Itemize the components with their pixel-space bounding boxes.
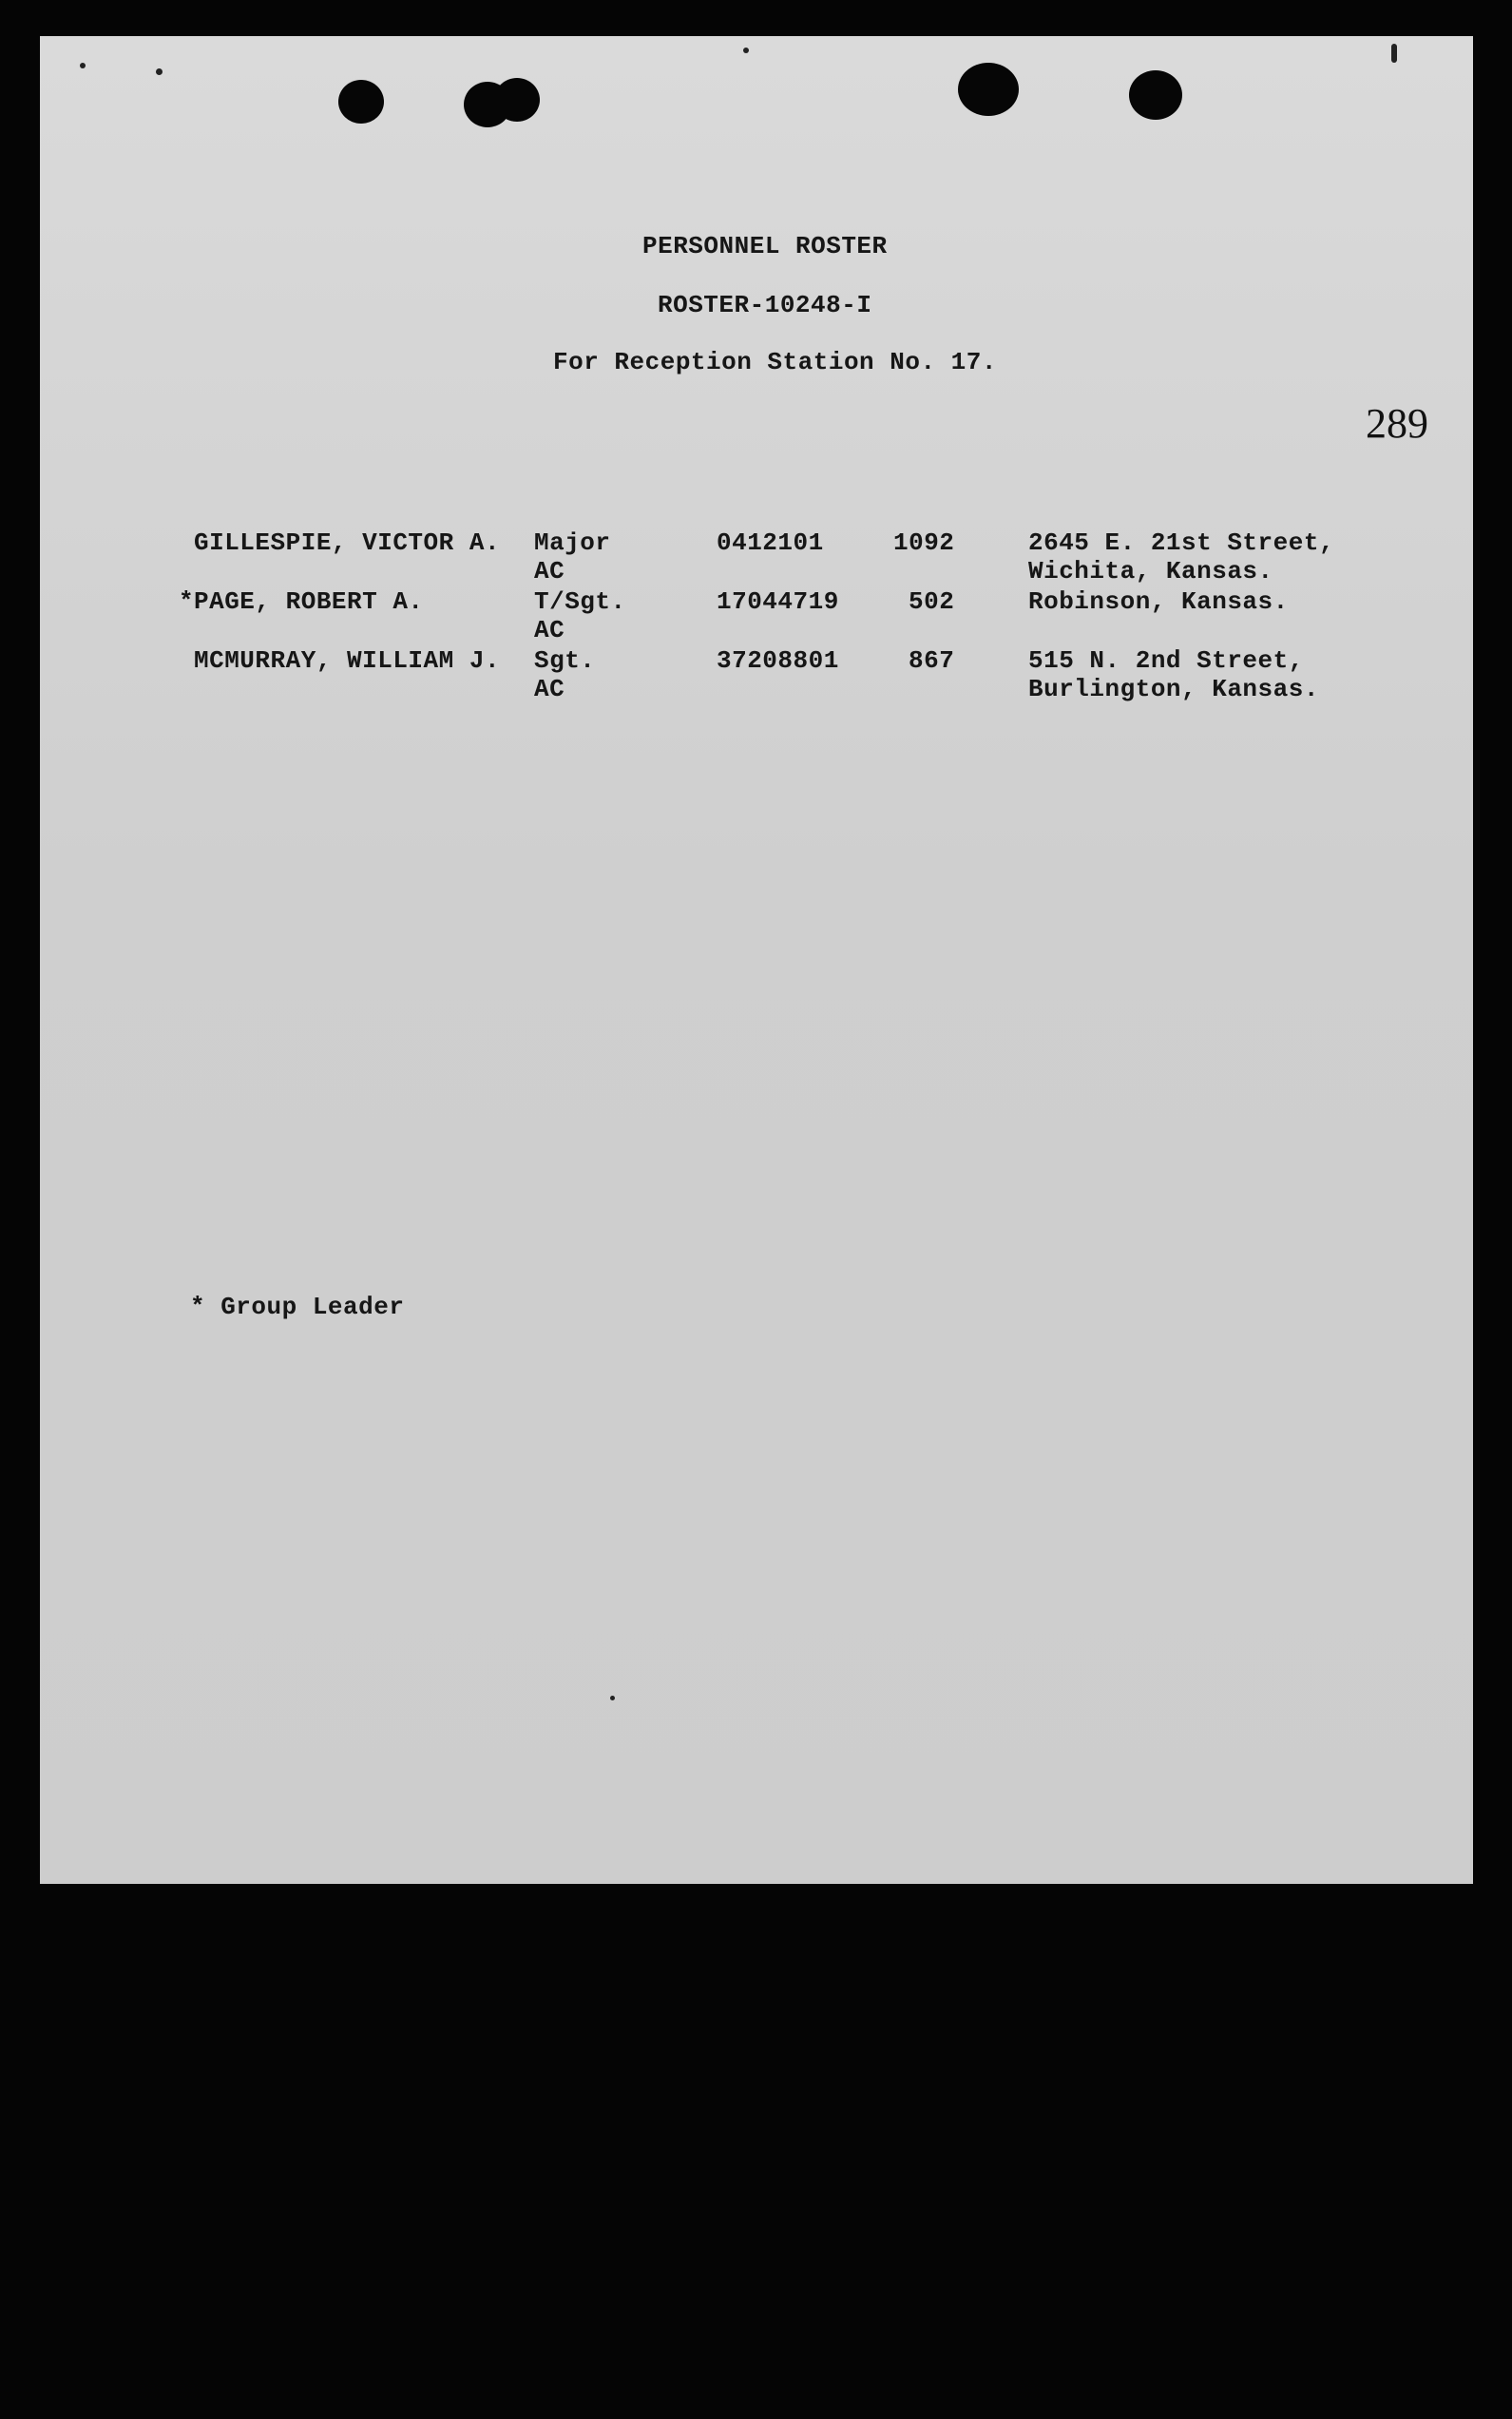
punch-hole <box>494 78 540 122</box>
group-leader-marker: * <box>179 587 195 616</box>
member-branch: AC <box>534 616 565 644</box>
member-address-line2: Wichita, Kansas. <box>1028 557 1273 586</box>
punch-hole <box>958 63 1019 116</box>
member-rank: Major <box>534 528 611 557</box>
member-rank: Sgt. <box>534 646 596 675</box>
member-address-line1: Robinson, Kansas. <box>1028 587 1289 616</box>
member-number: 867 <box>909 646 955 675</box>
member-name: PAGE, ROBERT A. <box>194 587 424 616</box>
speck <box>610 1696 615 1700</box>
member-serial: 0412101 <box>717 528 824 557</box>
roster-number: ROSTER-10248-I <box>658 291 872 319</box>
member-number: 502 <box>909 587 955 616</box>
member-branch: AC <box>534 675 565 703</box>
document-title: PERSONNEL ROSTER <box>642 232 888 260</box>
member-rank: T/Sgt. <box>534 587 626 616</box>
member-number: 1092 <box>893 528 955 557</box>
member-address-line1: 515 N. 2nd Street, <box>1028 646 1304 675</box>
speck <box>156 68 163 75</box>
document-page <box>40 36 1473 1884</box>
member-branch: AC <box>534 557 565 586</box>
speck <box>1391 44 1397 63</box>
page-number: 289 <box>1366 400 1428 447</box>
member-address-line2: Burlington, Kansas. <box>1028 675 1319 703</box>
footnote: * Group Leader <box>190 1293 405 1321</box>
punch-hole <box>338 80 384 124</box>
member-serial: 17044719 <box>717 587 839 616</box>
member-address-line1: 2645 E. 21st Street, <box>1028 528 1335 557</box>
speck <box>80 63 86 68</box>
member-name: MCMURRAY, WILLIAM J. <box>194 646 501 675</box>
member-name: GILLESPIE, VICTOR A. <box>194 528 501 557</box>
member-serial: 37208801 <box>717 646 839 675</box>
speck <box>743 48 749 53</box>
station-line: For Reception Station No. 17. <box>553 348 997 376</box>
punch-hole <box>1129 70 1182 120</box>
